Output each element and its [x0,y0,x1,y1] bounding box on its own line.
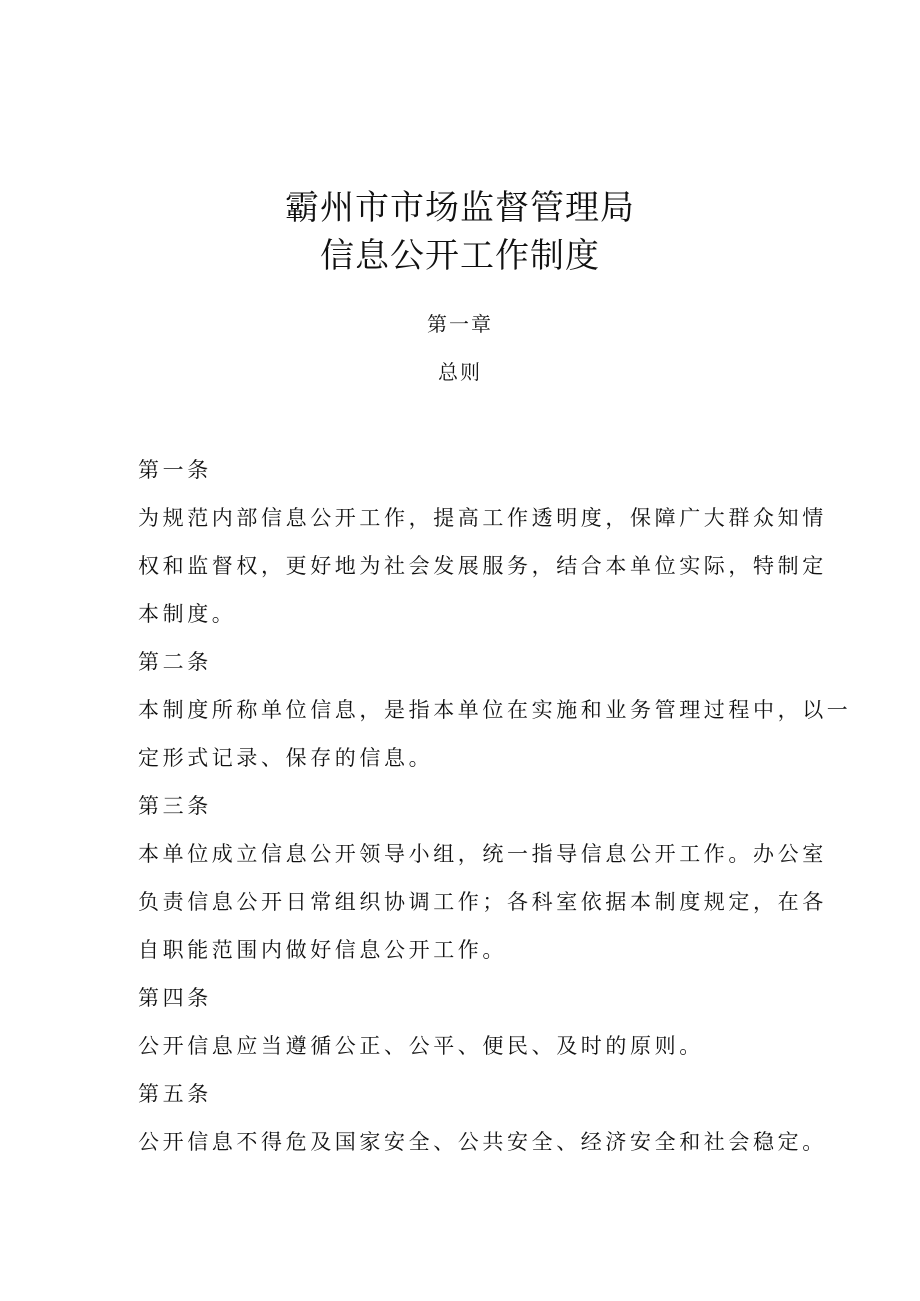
article-text-line: 本制度所称单位信息，是指本单位在实施和业务管理过程中，以一 [138,698,852,722]
document-title-line-2: 信息公开工作制度 [320,236,600,276]
article-heading-4: 第四条 [138,986,212,1010]
article-text-line: 本单位成立信息公开领导小组，统一指导信息公开工作。办公室 [138,842,827,866]
article-text-line: 权和监督权，更好地为社会发展服务，结合本单位实际，特制定 [138,554,827,578]
article-heading-2: 第二条 [138,650,212,674]
article-text-line: 负责信息公开日常组织协调工作；各科室依据本制度规定，在各 [138,890,827,914]
article-text-line: 为规范内部信息公开工作，提高工作透明度，保障广大群众知情 [138,506,827,530]
article-text-line: 公开信息应当遵循公正、公平、便民、及时的原则。 [138,1034,704,1058]
article-text-line: 本制度。 [138,602,237,626]
article-heading-5: 第五条 [138,1082,212,1106]
article-text-line: 公开信息不得危及国家安全、公共安全、经济安全和社会稳定。 [138,1130,827,1154]
article-heading-1: 第一条 [138,458,212,482]
chapter-name: 总则 [438,360,482,384]
article-text-line: 自职能范围内做好信息公开工作。 [138,938,507,962]
article-text-line: 定形式记录、保存的信息。 [138,746,434,770]
chapter-number: 第一章 [427,312,493,336]
article-heading-3: 第三条 [138,794,212,818]
document-title-line-1: 霸州市市场监督管理局 [285,188,635,228]
